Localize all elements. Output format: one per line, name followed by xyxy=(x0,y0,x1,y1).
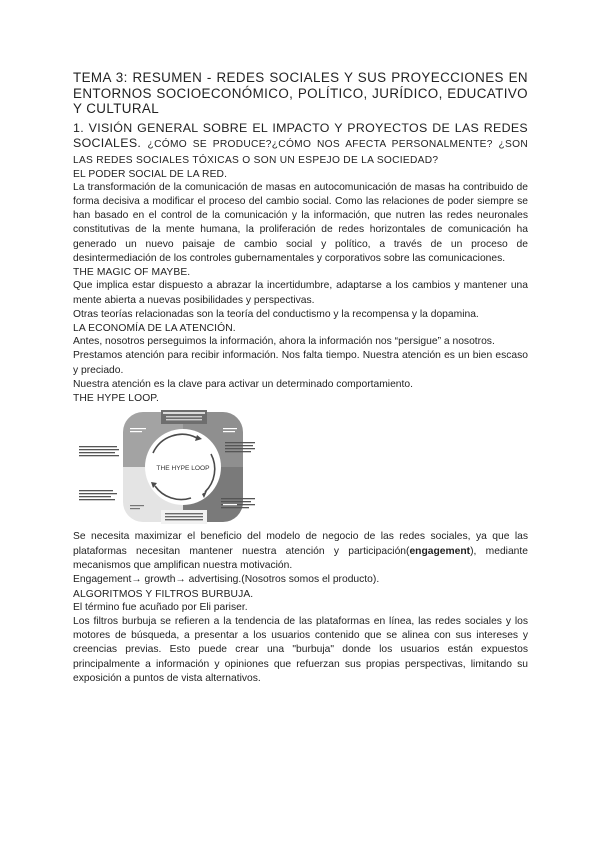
document-title: TEMA 3: RESUMEN - REDES SOCIALES Y SUS PROYECCIONES EN ENTORNOS SOCIOECONÓMICO, POLÍTICO, JURÍDICO, EDUCATIVO Y CULTURAL xyxy=(73,70,528,116)
banner-line xyxy=(165,519,203,520)
economia-heading: LA ECONOMÍA DE LA ATENCIÓN. xyxy=(73,323,236,335)
magic-paragraph-2: Otras teorías relacionadas son la teoría del conductismo y la recompensa y la dopamina. xyxy=(73,308,479,320)
engagement-bold: engagement xyxy=(409,545,471,557)
hype-paragraph-1 xyxy=(73,530,528,573)
hype-heading: THE HYPE LOOP. xyxy=(73,393,159,405)
banner-line xyxy=(166,419,202,420)
hype-loop-center-label: THE HYPE LOOP xyxy=(156,465,210,473)
document-page xyxy=(73,70,528,686)
economia-paragraph-3: Nuestra atención es la clave para activar un determinado comportamiento. xyxy=(73,379,413,391)
hype-loop-figure xyxy=(73,408,259,526)
magic-heading: THE MAGIC OF MAYBE. xyxy=(73,267,191,279)
algoritmos-heading: ALGORITMOS Y FILTROS BURBUJA. xyxy=(73,588,254,600)
economia-paragraph-1: Antes, nosotros perseguimos la información, ahora la información nos “persigue” a nosotros. xyxy=(73,336,495,348)
hype-paragraph-2: Engagement→ growth→ advertising.(Nosotros somos el producto). xyxy=(73,574,380,586)
hype-loop-diagram xyxy=(73,408,259,526)
section-1-questions: ¿CÓMO SE PRODUCE?¿CÓMO NOS AFECTA PERSONALMENTE? ¿SON LAS REDES SOCIALES TÓXICAS O SON UN ESPEJO DE LA SOCIEDAD? xyxy=(73,138,528,166)
hype-text-post: ), mediante mecanismos que amplifican nuestra motivación. xyxy=(73,545,528,571)
poder-heading: EL PODER SOCIAL DE LA RED. xyxy=(73,168,228,180)
algoritmos-paragraph-1: El término fue acuñado por Eli pariser. xyxy=(73,601,248,613)
section-1-heading xyxy=(73,121,528,168)
section-1-title: 1. VISIÓN GENERAL SOBRE EL IMPACTO Y PROYECTOS DE LAS REDES SOCIALES. xyxy=(73,120,528,150)
left-notes xyxy=(79,446,119,500)
algoritmos-paragraph-2: Los filtros burbuja se refieren a la tendencia de las plataformas en línea, las redes sociales y los motores de búsqueda, a presentar a los usuarios contenido que se alinea con sus intereses y creencias previas. Esto puede crear una "burbuja" donde los usuarios están expuestos principalmente a información y opiniones que refuerzan sus propias perspectivas, limitando su exposición a puntos de vista alternativos. xyxy=(73,615,528,685)
banner-line xyxy=(165,513,203,514)
banner-line xyxy=(166,416,202,417)
hype-text-pre: Se necesita maximizar el beneficio del modelo de negocio de las redes sociales, ya que las plataformas necesitan mantener nuestra atención y participación( xyxy=(73,531,528,557)
banner-line xyxy=(165,516,203,517)
poder-paragraph: La transformación de la comunicación de masas en autocomunicación de masas ha contribuido de forma decisiva a modificar el proceso del cambio social. Como las relaciones de poder siempre se han basado en el control de la comunicación y la información, que nutren las redes neuronales constitutivas de la mente humana, la proliferación de redes horizontales de comunicación ha generado un nuevo paisaje de cambio social y político, a través de un proceso de desintermediación de los controles gubernamentales y corporativos sobre las comunicaciones. xyxy=(73,181,528,264)
banner-line xyxy=(163,412,205,414)
economia-paragraph-2: Prestamos atención para recibir información. Nos falta tiempo. Nuestra atención es un bien escaso y preciado. xyxy=(73,350,528,376)
magic-paragraph-1: Que implica estar dispuesto a abrazar la incertidumbre, adaptarse a los cambios y mantener una mente abierta a nuevas posibilidades y perspectivas. xyxy=(73,280,528,306)
